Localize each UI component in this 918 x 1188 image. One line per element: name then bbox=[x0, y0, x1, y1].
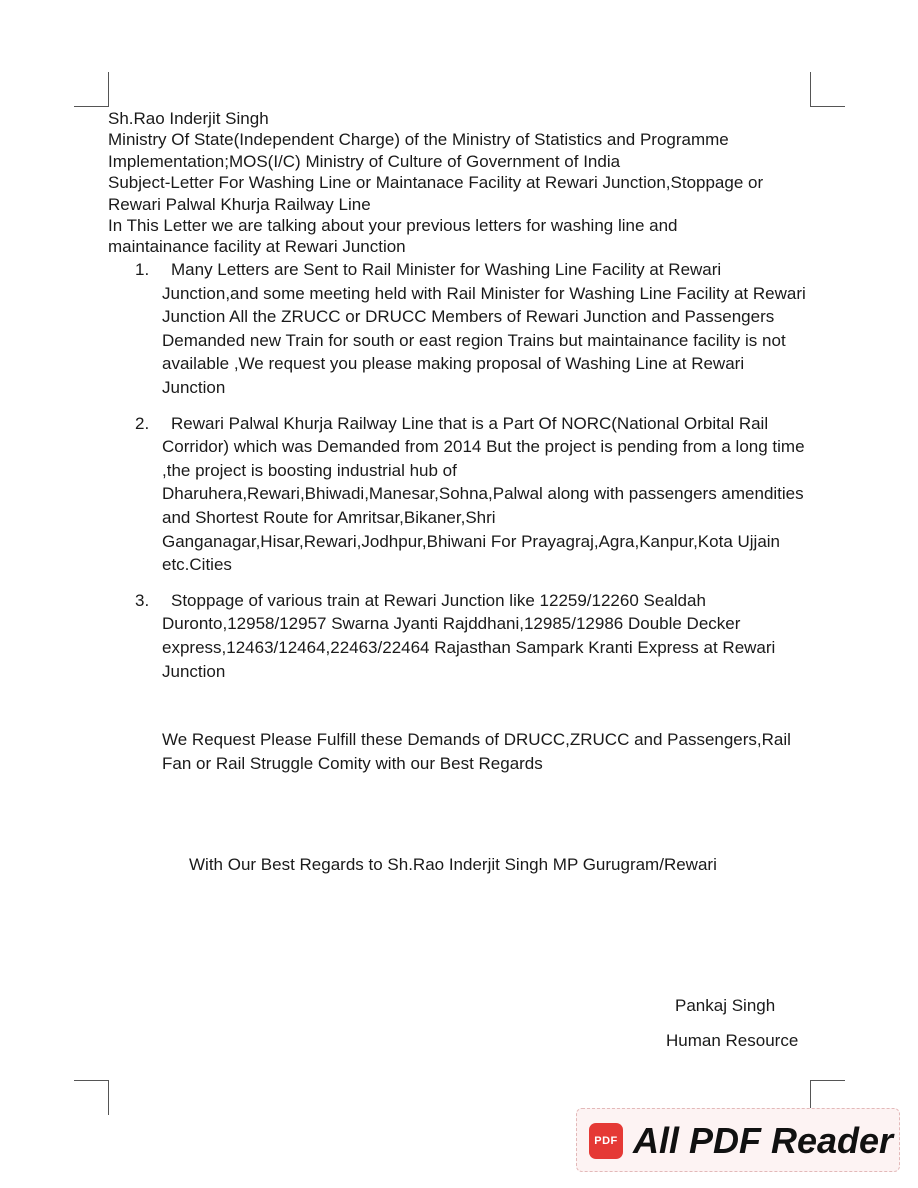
recipient-designation-line2: Implementation;MOS(I/C) Ministry of Culture of Government of India bbox=[108, 151, 621, 171]
subject-line1: Subject-Letter For Washing Line or Maintanace Facility at Rewari Junction,Stoppage or bbox=[108, 173, 764, 193]
page-corner-mark-top-left bbox=[74, 72, 109, 107]
page-corner-mark-bottom-left bbox=[74, 1080, 109, 1115]
letter-header bbox=[108, 108, 828, 258]
recipient-designation-line1: Ministry Of State(Independent Charge) of the Ministry of Statistics and Programme bbox=[108, 130, 729, 150]
list-item bbox=[108, 258, 808, 400]
list-item bbox=[108, 412, 808, 577]
intro-line2: maintainance facility at Rewari Junction bbox=[108, 237, 406, 257]
list-item-number: 1. bbox=[135, 260, 150, 279]
signer-name: Pankaj Singh bbox=[675, 996, 776, 1015]
pdf-file-icon: PDF bbox=[589, 1123, 623, 1159]
list-item-text: Many Letters are Sent to Rail Minister for Washing Line Facility at Rewari Junction,and some meeting held with Rail Minister for Washing Line Facility at Rewari Junction All the ZRUCC or DRUCC Members of Rewari Junction and Passengers Demanded new Train for south or east region Trains but maintainance facility is not available ,We request you please making proposal of Washing Line at Rewari Junction bbox=[162, 260, 806, 397]
page-corner-mark-top-right bbox=[810, 72, 845, 107]
list-item-number: 3. bbox=[135, 590, 150, 610]
closing-regards: With Our Best Regards to Sh.Rao Inderjit Singh MP Gurugram/Rewari bbox=[189, 855, 717, 874]
list-item-text: Rewari Palwal Khurja Railway Line that is a Part Of NORC(National Orbital Rail Corridor) which was Demanded from 2014 But the project is pending from a long time ,the project is boosting industrial hub of Dharuhera,Rewari,Bhiwadi,Manesar,Sohna,Palwal along with passengers amendities and Shortest Route for Amritsar,Bikaner,Shri Ganganagar,Hisar,Rewari,Jodhpur,Bhiwani For Prayagraj,Agra,Kanpur,Kota Ujjain etc.Cities bbox=[162, 413, 805, 575]
recipient-name: Sh.Rao Inderjit Singh bbox=[108, 109, 269, 128]
app-watermark-badge[interactable] bbox=[576, 1108, 900, 1172]
intro-line1: In This Letter we are talking about your previous letters for washing line and bbox=[108, 216, 678, 236]
subject-line2: Rewari Palwal Khurja Railway Line bbox=[108, 194, 371, 214]
signer-title: Human Resource bbox=[666, 1031, 799, 1050]
list-item-number: 2. bbox=[135, 413, 150, 433]
list-item-text: Stoppage of various train at Rewari Junction like 12259/12260 Sealdah Duronto,12958/12957 Swarna Jyanti Rajddhani,12985/12986 Double Decker express,12463/12464,22463/22464 Rajasthan Sampark Kranti Express at Rewari Junction bbox=[162, 590, 776, 681]
list-item bbox=[108, 589, 808, 683]
app-name: All PDF Reader bbox=[633, 1120, 894, 1161]
demands-list bbox=[108, 258, 808, 695]
request-paragraph: We Request Please Fulfill these Demands of DRUCC,ZRUCC and Passengers,Rail Fan or Rail Struggle Comity with our Best Regards bbox=[162, 730, 791, 773]
